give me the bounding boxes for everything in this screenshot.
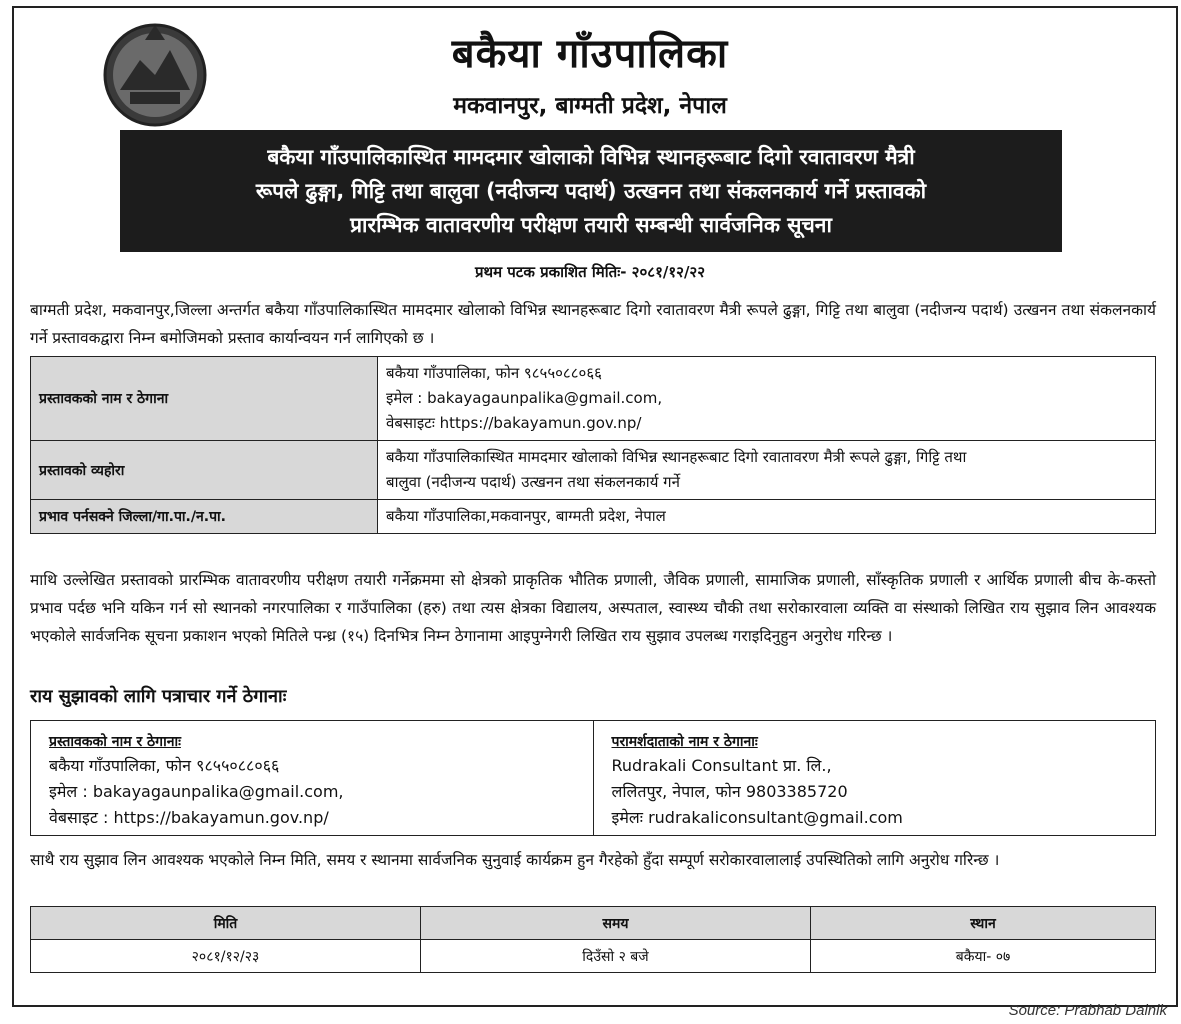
table-header-row xyxy=(31,907,1156,940)
date-header: मिति xyxy=(31,907,421,940)
subject-label: प्रस्तावको व्यहोरा xyxy=(31,441,378,500)
hearing-time: दिउँसो २ बजे xyxy=(421,940,811,973)
contact-box xyxy=(30,720,1156,836)
proponent-contact-heading: प्रस्तावकको नाम र ठेगानाः xyxy=(49,734,181,750)
subject-line: बकैया गाँउपालिकास्थित मामदमार खोलाको विभिन्न स्थानहरूबाट दिगो रवातावरण मैत्री रूपले ढुङ्गा, गिट्टि तथा xyxy=(386,448,967,466)
banner-line: प्रारम्भिक वातावरणीय परीक्षण तयारी सम्बन्धी सार्वजनिक सूचना xyxy=(350,213,832,237)
consultant-contact xyxy=(594,721,1156,835)
subject-line: बालुवा (नदीजन्य पदार्थ) उत्खनन तथा संकलनकार्य गर्ने xyxy=(386,473,680,491)
page-title: बकैया गाँउपालिका xyxy=(451,31,729,77)
proponent-email[interactable]: इमेल : bakayagaunpalika@gmail.com, xyxy=(386,389,663,407)
time-header: समय xyxy=(421,907,811,940)
table-row xyxy=(31,500,1156,534)
notice-banner xyxy=(120,130,1062,252)
proponent-website[interactable]: वेबसाइटः https://bakayamun.gov.np/ xyxy=(386,414,642,432)
hearing-date: २०८१/१२/२३ xyxy=(31,940,421,973)
affected-area-value: बकैया गाँउपालिका,मकवानपुर, बाग्मती प्रदेश, नेपाल xyxy=(378,500,1156,534)
consultant-address: ललितपुर, नेपाल, फोन 9803385720 xyxy=(611,782,848,801)
first-published-date: प्रथम पटक प्रकाशित मितिः- २०८१/१२/२२ xyxy=(474,263,706,281)
intro-paragraph: बाग्मती प्रदेश, मकवानपुर,जिल्ला अन्तर्गत बकैया गाँउपालिकास्थित मामदमार खोलाको विभिन्न स्थानहरूबाट दिगो रवातावरण मैत्री रूपले ढुङ्गा, गिट्टि तथा बालुवा (नदीजन्य पदार्थ) उत्खनन तथा संकलनकार्य गर्ने प्रस्तावकद्वारा निम्न बमोजिमको प्रस्ताव कार्यान्वयन गर्न लागिएको छ । xyxy=(30,301,1156,347)
consultant-name: Rudrakali Consultant प्रा. लि., xyxy=(611,756,832,775)
government-emblem-icon xyxy=(100,20,210,130)
banner-line: बकैया गाँउपालिकास्थित मामदमार खोलाको विभिन्न स्थानहरूबाट दिगो रवातावरण मैत्री xyxy=(267,145,915,169)
proponent-contact-line: बकैया गाँउपालिका, फोन ९८५५०८८०६६ xyxy=(49,756,280,775)
hearing-paragraph: साथै राय सुझाव लिन आवश्यक भएकोले निम्न मिति, समय र स्थानमा सार्वजनिक सुनुवाई कार्यक्रम हुन गैरहेको हुँदा सम्पूर्ण सरोकारवालालाई उपस्थितिको लागि अनुरोध गरिन्छ । xyxy=(30,851,1000,869)
proponent-value xyxy=(378,357,1156,441)
source-credit: Source: Prabhab Dainik xyxy=(1008,1002,1167,1019)
hearing-place: बकैया- ०७ xyxy=(811,940,1156,973)
proponent-line: बकैया गाँउपालिका, फोन ९८५५०८८०६६ xyxy=(386,364,602,382)
banner-line: रूपले ढुङ्गा, गिट्टि तथा बालुवा (नदीजन्य पदार्थ) उत्खनन तथा संकलनकार्य गर्ने प्रस्तावको xyxy=(255,179,927,203)
proposal-info-table xyxy=(30,356,1156,534)
affected-area-label: प्रभाव पर्नसक्ने जिल्ला/गा.पा./न.पा. xyxy=(31,500,378,534)
contact-heading: राय सुझावको लागि पत्राचार गर्ने ठेगानाः xyxy=(30,686,287,707)
hearing-table xyxy=(30,906,1156,973)
table-row xyxy=(31,940,1156,973)
subject-value xyxy=(378,441,1156,500)
proponent-label: प्रस्तावकको नाम र ठेगाना xyxy=(31,357,378,441)
consultant-contact-heading: परामर्शदाताको नाम र ठेगानाः xyxy=(611,734,758,750)
page-subtitle: मकवानपुर, बाग्मती प्रदेश, नेपाल xyxy=(453,93,727,119)
proponent-contact xyxy=(31,721,594,835)
table-row xyxy=(31,441,1156,500)
table-row xyxy=(31,357,1156,441)
body-paragraph: माथि उल्लेखित प्रस्तावको प्रारम्भिक वातावरणीय परीक्षण तयारी गर्नेक्रममा सो क्षेत्रको प्राकृतिक भौतिक प्रणाली, जैविक प्रणाली, सामाजिक प्रणाली, साँस्कृतिक प्रणाली र आर्थिक प्रणाली बीच के-कस्तो प्रभाव पर्दछ भनि यकिन गर्न सो स्थानको नगरपालिका र गाउँपालिका (हरु) तथा त्यस क्षेत्रका विद्यालय, अस्पताल, स्वास्थ्य चौकी तथा सरोकारवाला व्यक्ति वा संस्थाको लिखित राय सुझाव लिन आवश्यक भएकोले सार्वजनिक सूचना प्रकाशन भएको मितिले पन्ध्र (१५) दिनभित्र निम्न ठेगानामा आइपुग्नेगरी लिखित राय सुझाव उपलब्ध गराइदिनुहुन अनुरोध गरिन्छ । xyxy=(30,571,1156,645)
proponent-contact-email[interactable]: इमेल : bakayagaunpalika@gmail.com, xyxy=(49,782,344,801)
place-header: स्थान xyxy=(811,907,1156,940)
proponent-contact-website[interactable]: वेबसाइट : https://bakayamun.gov.np/ xyxy=(49,808,329,827)
consultant-email[interactable]: इमेलः rudrakaliconsultant@gmail.com xyxy=(611,808,903,827)
